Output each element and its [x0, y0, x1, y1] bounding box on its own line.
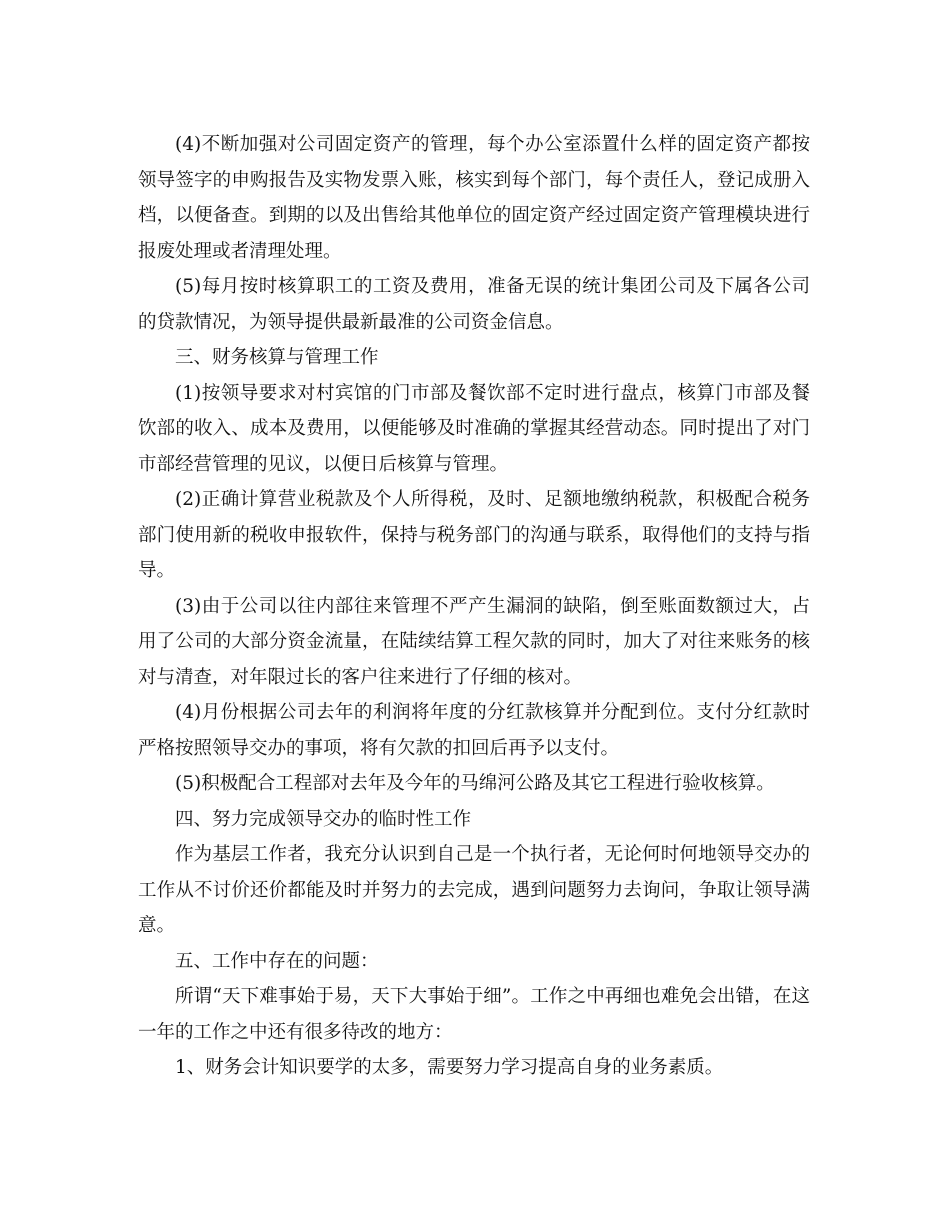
document-body — [138, 127, 810, 1086]
paragraph-executor: 作为基层工作者，我充分认识到自己是一个执行者，无论何时何地领导交办的工作从不讨价还价都能及时并努力的去完成，遇到问题努力去询问，争取让领导满意。 — [138, 844, 810, 936]
section-heading-problems: 五、工作中存在的问题： — [175, 950, 379, 972]
paragraph-dividends: (4)月份根据公司去年的利润将年度的分红款核算并分配到位。支付分红款时严格按照领导交办的事项，将有欠款的扣回后再予以支付。 — [138, 702, 810, 759]
paragraph-inventory: (1)按领导要求对村宾馆的门市部及餐饮部不定时进行盘点，核算门市部及餐饮部的收入、成本及费用，以便能够及时准确的掌握其经营动态。同时提出了对门市部经营管理的见议，以便日后核算与管理。 — [138, 382, 810, 475]
section-heading-temporary-work: 四、努力完成领导交办的临时性工作 — [175, 808, 472, 830]
paragraph-acceptance: (5)积极配合工程部对去年及今年的马绵河公路及其它工程进行验收核算。 — [175, 773, 775, 794]
paragraph-problem-1: 1、财务会计知识要学的太多，需要努力学习提高自身的业务素质。 — [175, 1057, 724, 1078]
paragraph-tax: (2)正确计算营业税款及个人所得税，及时、足额地缴纳税款，积极配合税务部门使用新的税收申报软件，保持与税务部门的沟通与联系，取得他们的支持与指导。 — [138, 489, 810, 581]
section-heading-accounting: 三、财务核算与管理工作 — [175, 347, 379, 368]
paragraph-quote: 所谓“天下难事始于易，天下大事始于细”。工作之中再细也难免会出错，在这一年的工作之中还有很多待改的地方： — [138, 986, 810, 1043]
paragraph-fixed-assets: (4)不断加强对公司固定资产的管理，每个办公室添置什么样的固定资产都按领导签字的申购报告及实物发票入账，核实到每个部门，每个责任人，登记成册入档，以便备查。到期的以及出售给其他单位的固定资产经过固定资产管理模块进行报废处理或者清理处理。 — [138, 134, 810, 262]
paragraph-receivables: (3)由于公司以往内部往来管理不严产生漏洞的缺陷，倒至账面数额过大，占用了公司的大部分资金流量，在陆续结算工程欠款的同时，加大了对往来账务的核对与清查，对年限过长的客户往来进行了仔细的核对。 — [138, 595, 810, 688]
paragraph-payroll: (5)每月按时核算职工的工资及费用，准备无误的统计集团公司及下属各公司的贷款情况，为领导提供最新最准的公司资金信息。 — [138, 276, 810, 333]
